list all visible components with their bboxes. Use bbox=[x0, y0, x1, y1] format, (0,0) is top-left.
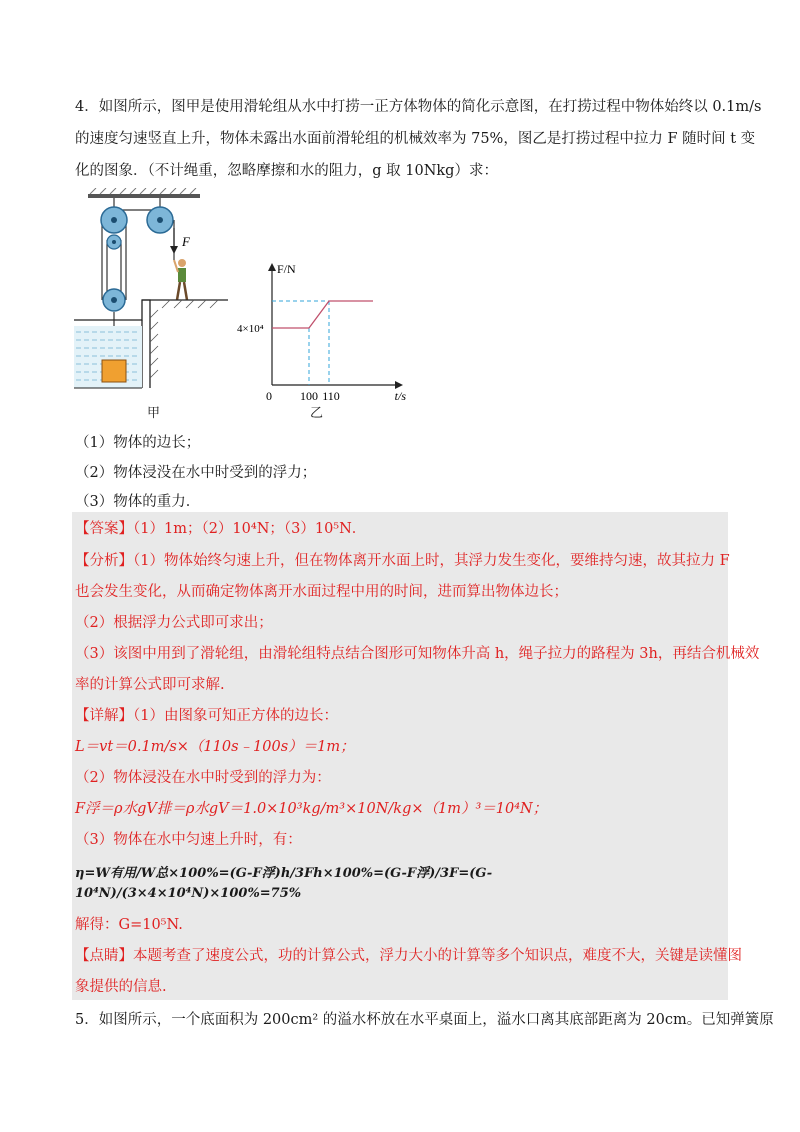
analysis-line-2: 也会发生变化，从而确定物体离开水面过程中用的时间，进而算出物体边长； bbox=[75, 584, 568, 600]
pulley-diagram bbox=[70, 188, 240, 423]
y-axis-label: F/N bbox=[277, 262, 296, 276]
x-origin: 0 bbox=[266, 389, 272, 403]
force-label: F bbox=[182, 234, 190, 249]
detail-text-1: （1）由图象可知正方体的边长： bbox=[133, 708, 338, 724]
x-axis-label: t/s bbox=[394, 389, 406, 403]
figure-left-caption: 甲 bbox=[147, 406, 161, 421]
detail-line-3: （2）物体浸没在水中时受到的浮力为： bbox=[75, 770, 331, 786]
comment-line-2: 象提供的信息. bbox=[75, 979, 167, 995]
q5-line-1: 5．如图所示，一个底面积为 200cm² 的溢水杯放在水平桌面上，溢水口离其底部距离为 20cm。已知弹簧原 bbox=[75, 1012, 774, 1028]
analysis-line-3: （2）根据浮力公式即可求出； bbox=[75, 615, 273, 631]
answer-tag: 【答案】 bbox=[75, 521, 133, 537]
force-line bbox=[272, 301, 373, 328]
solve-line: 解得：G=10⁵N. bbox=[75, 917, 183, 933]
comment-tag: 【点睛】 bbox=[75, 948, 133, 964]
q4-sub-1: （1）物体的边长； bbox=[75, 435, 201, 451]
x-tick-110: 110 bbox=[322, 389, 340, 403]
q4-line-3: 化的图象．（不计绳重，忽略摩擦和水的阻力，g 取 10Nkg）求： bbox=[75, 163, 498, 179]
detail-line-2: L＝vt＝0.1m/s×（110s﹣100s）＝1m； bbox=[75, 739, 355, 755]
force-time-graph bbox=[225, 255, 415, 405]
q4-line-2: 的速度匀速竖直上升，物体未露出水面前滑轮组的机械效率为 75%，图乙是打捞过程中拉力 F 随时间 t 变 bbox=[75, 131, 756, 147]
q4-sub-2: （2）物体浸没在水中时受到的浮力； bbox=[75, 465, 317, 481]
comment-line-1 bbox=[75, 946, 742, 966]
detail-line-4: F浮＝ρ水gV排＝ρ水gV＝1.0×10³kg/m³×10N/kg×（1m）³＝10⁴N； bbox=[75, 801, 548, 817]
analysis-tag: 【分析】 bbox=[75, 553, 133, 569]
analysis-line-5: 率的计算公式即可求解. bbox=[75, 677, 225, 693]
detail-line-1 bbox=[75, 706, 338, 726]
y-tick: 4×10⁴ bbox=[237, 323, 264, 335]
figure-right-caption: 乙 bbox=[310, 406, 324, 421]
detail-line-5: （3）物体在水中匀速上升时，有： bbox=[75, 832, 302, 848]
q4-line-1: 4．如图所示，图甲是使用滑轮组从水中打捞一正方体物体的简化示意图，在打捞过程中物体始终以 0.1m/s bbox=[75, 99, 762, 115]
comment-text-1: 本题考查了速度公式，功的计算公式，浮力大小的计算等多个知识点，难度不大，关键是读懂图 bbox=[133, 948, 742, 964]
answer-line bbox=[75, 519, 366, 539]
detail-tag: 【详解】 bbox=[75, 708, 133, 724]
answer-text: （1）1m；（2）10⁴N；（3）10⁵N． bbox=[133, 521, 367, 537]
x-tick-100: 100 bbox=[300, 389, 318, 403]
analysis-line-4: （3）该图中用到了滑轮组，由滑轮组特点结合图形可知物体升高 h，绳子拉力的路程为 3h，再结合机械效 bbox=[75, 646, 760, 662]
analysis-line-1 bbox=[75, 551, 730, 571]
efficiency-formula: η=W有用/W总×100%=(G-F浮)h/3Fh×100%=(G-F浮)/3F=(G-10⁴N)/(3×4×10⁴N)×100%=75% bbox=[75, 866, 493, 901]
analysis-text-1: （1）物体始终匀速上升，但在物体离开水面上时，其浮力发生变化，要维持匀速，故其拉力 F bbox=[133, 553, 730, 569]
q4-sub-3: （3）物体的重力． bbox=[75, 494, 201, 510]
